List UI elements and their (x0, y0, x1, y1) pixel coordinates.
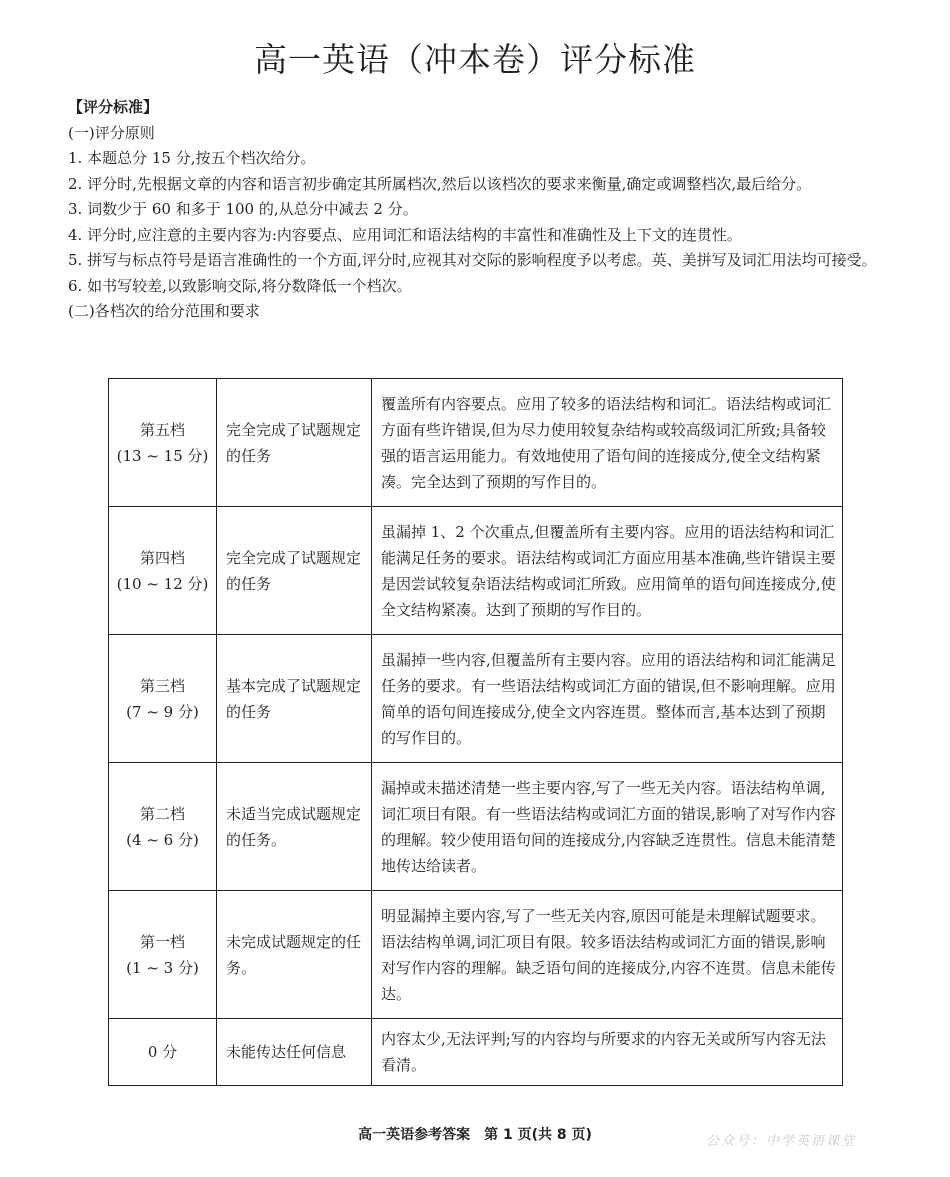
grade-task: 未完成试题规定的任务。 (226, 932, 362, 977)
grade-task-cell (217, 763, 372, 891)
page-title: 高一英语（冲本卷）评分标准 (254, 40, 696, 79)
grade-description: 明显漏掉主要内容,写了一些无关内容,原因可能是未理解试题要求。语法结构单调,词汇项目有限。较多语法结构或词汇方面的错误,影响对写作内容的理解。缺乏语句间的连接成分,内容不连贯。信息未能传达。 (381, 906, 836, 1003)
table-row (109, 1019, 843, 1086)
grade-level-cell (109, 635, 217, 763)
grade-level: 第二档 (139, 804, 185, 823)
grade-description-cell (372, 1019, 843, 1086)
grades-heading: (二)各档次的给分范围和要求 (68, 302, 260, 320)
grades-table (108, 378, 843, 1086)
grade-level: 第一档 (139, 932, 185, 951)
grade-range: (7 ~ 9 分) (126, 702, 199, 721)
grade-task: 未适当完成试题规定的任务。 (226, 804, 362, 849)
principle-item: 4. 评分时,应注意的主要内容为:内容要点、应用词汇和语法结构的丰富性和准确性及上下文的连贯性。 (68, 225, 742, 244)
table-row (109, 379, 843, 507)
scoring-criteria (68, 95, 886, 325)
principle-item: 6. 如书写较差,以致影响交际,将分数降低一个档次。 (68, 276, 412, 295)
grade-level-cell (109, 507, 217, 635)
table-row (109, 635, 843, 763)
grade-range: (4 ~ 6 分) (126, 830, 199, 849)
page-footer: 高一英语参考答案 第 1 页(共 8 页) (358, 1127, 592, 1143)
grade-description: 覆盖所有内容要点。应用了较多的语法结构和词汇。语法结构或词汇方面有些许错误,但为尽力使用较复杂结构或较高级词汇所致;具备较强的语言运用能力。有效地使用了语句间的连接成分,使全文结构紧凑。完全达到了预期的写作目的。 (381, 394, 832, 491)
grade-description: 内容太少,无法评判;写的内容均与所要求的内容无关或所写内容无法看清。 (381, 1030, 826, 1074)
grade-task-cell (217, 379, 372, 507)
principle-item: 5. 拼写与标点符号是语言准确性的一个方面,评分时,应视其对交际的影响程度予以考虑。英、美拼写及词汇用法均可接受。 (68, 251, 877, 269)
grade-description: 虽漏掉 1、2 个次重点,但覆盖所有主要内容。应用的语法结构和词汇能满足任务的要求。语法结构或词汇方面应用基本准确,些许错误主要是因尝试较复杂语法结构或词汇所致。应用简单的语句间连接成分,使全文结构紧凑。达到了预期的写作目的。 (381, 522, 836, 619)
table-row (109, 763, 843, 891)
principle-item: 3. 词数少于 60 和多于 100 的,从总分中减去 2 分。 (68, 200, 418, 218)
grade-task-cell (217, 1019, 372, 1086)
table-row (109, 507, 843, 635)
grade-level: 第五档 (139, 420, 185, 439)
grade-level-cell (109, 891, 217, 1019)
grade-range: (13 ~ 15 分) (116, 446, 209, 465)
section-heading: 【评分标准】 (68, 98, 159, 116)
grade-level: 第四档 (139, 548, 185, 567)
grade-range: (1 ~ 3 分) (126, 958, 199, 977)
principle-item: 1. 本题总分 15 分,按五个档次给分。 (68, 149, 316, 167)
grade-task-cell (217, 891, 372, 1019)
principles-heading: (一)评分原则 (68, 123, 155, 142)
watermark: 公众号：中学英语课堂 (706, 1134, 857, 1149)
grade-description-cell (372, 507, 843, 635)
grade-level-cell (109, 379, 217, 507)
grade-task-cell (217, 635, 372, 763)
grade-range: (10 ~ 12 分) (116, 574, 209, 593)
grade-task: 基本完成了试题规定的任务 (226, 676, 362, 721)
grade-task: 未能传达任何信息 (226, 1043, 347, 1061)
table-row (109, 891, 843, 1019)
grade-level-cell (109, 1019, 217, 1086)
grade-task: 完全完成了试题规定的任务 (226, 420, 362, 465)
grade-description-cell (372, 763, 843, 891)
grade-description-cell (372, 891, 843, 1019)
principle-item: 2. 评分时,先根据文章的内容和语言初步确定其所属档次,然后以该档次的要求来衡量,确定或调整档次,最后给分。 (68, 174, 812, 193)
grade-description: 漏掉或未描述清楚一些主要内容,写了一些无关内容。语法结构单调,词汇项目有限。有一些语法结构或词汇方面的错误,影响了对写作内容的理解。较少使用语句间的连接成分,内容缺乏连贯性。信息未能清楚地传达给读者。 (381, 778, 836, 875)
grade-description-cell (372, 635, 843, 763)
grade-level: 0 分 (147, 1043, 178, 1061)
grade-description: 虽漏掉一些内容,但覆盖所有主要内容。应用的语法结构和词汇能满足任务的要求。有一些语法结构或词汇方面的错误,但不影响理解。应用简单的语句间连接成分,使全文内容连贯。整体而言,基本达到了预期的写作目的。 (381, 650, 836, 747)
grade-level: 第三档 (139, 676, 185, 695)
grade-description-cell (372, 379, 843, 507)
grade-task-cell (217, 507, 372, 635)
grade-task: 完全完成了试题规定的任务 (226, 548, 362, 593)
grade-level-cell (109, 763, 217, 891)
